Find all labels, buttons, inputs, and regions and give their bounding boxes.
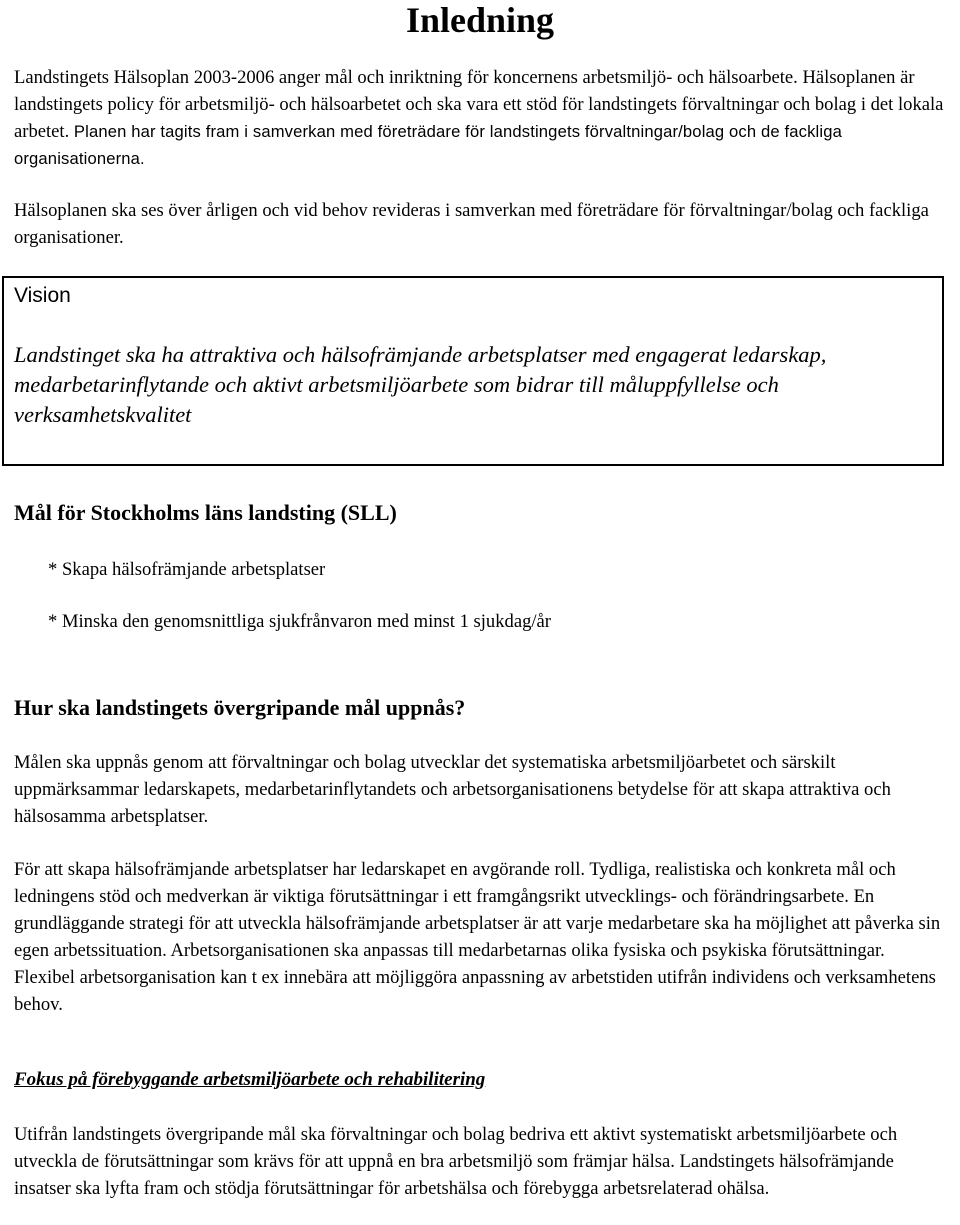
focus-heading: Fokus på förebyggande arbetsmiljöarbete och rehabilitering xyxy=(14,1069,486,1090)
vision-box xyxy=(2,276,944,466)
intro-sans-text: Planen har tagits fram i samverkan med företrädare för landstingets förvaltningar/bolag och de fackliga organisationerna. xyxy=(14,122,842,168)
vision-heading: Vision xyxy=(14,284,71,307)
focus-paragraph: Utifrån landstingets övergripande mål ska förvaltningar och bolag bedriva ett aktivt systematiskt arbetsmiljöarbete och utveckla de förutsättningar som krävs för att uppnå en bra arbetsmiljö som främjar hälsa. Landstingets hälsofrämjande insatser ska lyfta fram och stödja förutsättningar för arbetshälsa och förebygga arbetsrelaterad ohälsa. xyxy=(14,1124,898,1199)
revision-paragraph xyxy=(14,197,949,251)
how-heading: Hur ska landstingets övergripande mål uppnås? xyxy=(14,695,466,720)
intro-text: Landstingets Hälsoplan 2003-2006 anger mål och inriktning för koncernens arbetsmiljö- och hälsoarbete. Hälsoplanen är landstingets policy för arbetsmiljö- och hälsoarbetet och ska vara ett stöd för landstingets förvaltningar och bolag i det lokala arbetet. xyxy=(14,67,944,142)
page-title: Inledning xyxy=(405,0,555,40)
goal-item: * Skapa hälsofrämjande arbetsplatser xyxy=(48,559,326,580)
document-page xyxy=(14,0,946,1199)
goal-item: * Minska den genomsnittliga sjukfrånvaron med minst 1 sjukdag/år xyxy=(48,611,551,632)
how-paragraph-1: Målen ska uppnås genom att förvaltningar och bolag utvecklar det systematiska arbetsmiljöarbetet och särskilt uppmärksammar ledarskapets, medarbetarinflytandets och arbetsorganisationens betydelse för att skapa attraktiva och hälsosamma arbetsplatser. xyxy=(14,752,891,827)
intro-paragraph xyxy=(14,64,949,172)
vision-text: Landstinget ska ha attraktiva och hälsofrämjande arbetsplatser med engagerat ledarskap, medarbetarinflytande och aktivt arbetsmiljöarbete som bidrar till måluppfyllelse och verksamhetskvalitet xyxy=(14,342,827,427)
how-paragraph-2: För att skapa hälsofrämjande arbetsplatser har ledarskapet en avgörande roll. Tydliga, realistiska och konkreta mål och ledningens stöd och medverkan är viktiga förutsättningar i ett framgångsrikt utvecklings- och förändringsarbete. En grundläggande strategi för att utveckla hälsofrämjande arbetsplatser är att varje medarbetare ska ha möjlighet att påverka sin egen arbetssituation. Arbetsorganisationen ska anpassas till medarbetarnas olika fysiska och psykiska förutsättningar. Flexibel arbetsorganisation kan t ex innebära att möjliggöra anpassning av arbetstiden utifrån individens och verksamhetens behov. xyxy=(14,859,941,1015)
goals-heading: Mål för Stockholms läns landsting (SLL) xyxy=(14,500,397,525)
revision-text: Hälsoplanen ska ses över årligen och vid behov revideras i samverkan med företrädare för förvaltningar/bolag och fackliga organisationer. xyxy=(14,200,929,248)
